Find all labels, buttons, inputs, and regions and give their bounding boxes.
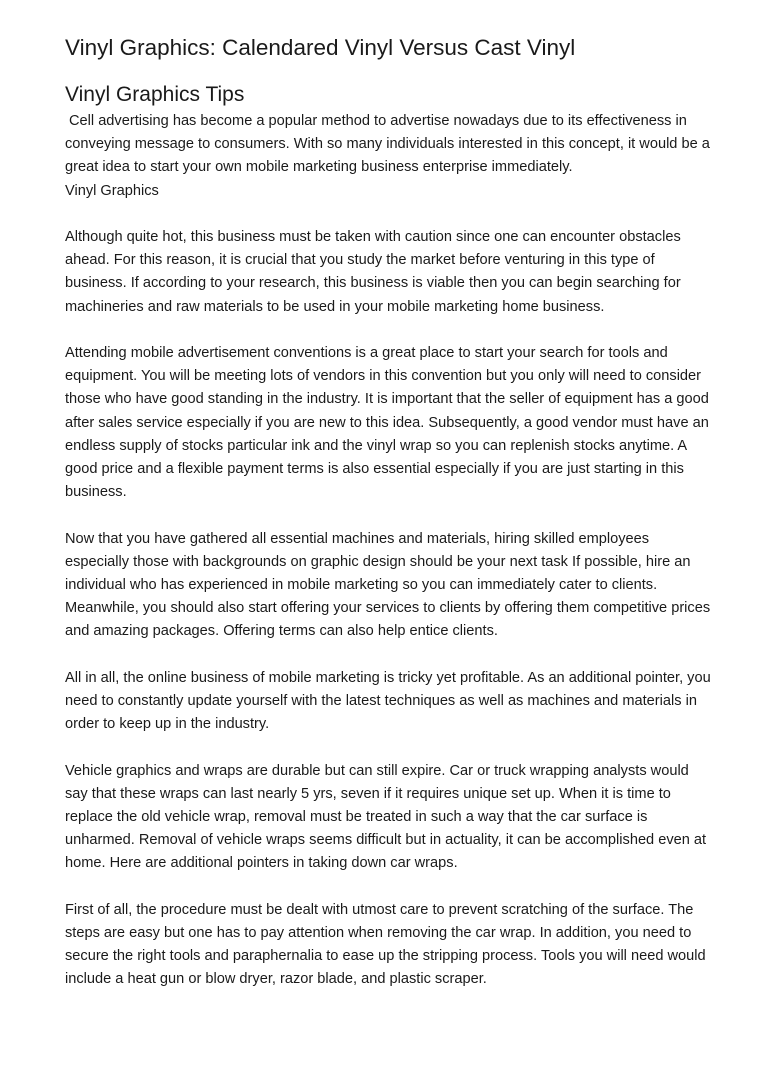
document-body	[65, 110, 715, 992]
paragraph-removal-steps: First of all, the procedure must be dealt with utmost care to prevent scratching of the surface. The steps are easy but one has to pay attention when removing the car wrap. In addition, you need to secure the right tools and paraphernalia to ease up the stripping process. Tools you will need would include a heat gun or blow dryer, razor blade, and plastic scraper.	[65, 901, 706, 988]
paragraph-caution: Although quite hot, this business must be taken with caution since one can encounter obstacles ahead. For this reason, it is crucial that you study the market before venturing in this type of business. If according to your research, this business is viable then you can begin searching for machineries and raw materials to be used in your mobile marketing home business.	[65, 229, 681, 315]
paragraph-keyword: Vinyl Graphics	[65, 182, 159, 199]
document-title: Vinyl Graphics: Calendared Vinyl Versus Cast Vinyl	[65, 35, 576, 60]
paragraph-intro: Cell advertising has become a popular method to advertise nowadays due to its effectiveness in conveying message to consumers. With so many individuals interested in this concept, it would be a great idea to start your own mobile marketing business enterprise immediately.	[65, 113, 710, 176]
paragraph-conventions: Attending mobile advertisement conventions is a great place to start your search for tools and equipment. You will be meeting lots of vendors in this convention but you only will need to consider those who have good standing in the industry. It is important that the seller of equipment has a good after sales service especially if you are new to this idea. Subsequently, a good vendor must have an endless supply of stocks particular ink and the vinyl wrap so you can replenish stocks anytime. A good price and a flexible payment terms is also essential especially if you are just starting in this business.	[65, 345, 709, 501]
paragraph-summary: All in all, the online business of mobile marketing is tricky yet profitable. As an additional pointer, you need to constantly update yourself with the latest techniques as well as machines and materials in order to keep up in the industry.	[65, 669, 711, 733]
section-heading: Vinyl Graphics Tips	[65, 83, 245, 106]
paragraph-hiring: Now that you have gathered all essential machines and materials, hiring skilled employees especially those with backgrounds on graphic design should be your next task If possible, hire an individual who has experienced in mobile marketing so you can immediately cater to clients. Meanwhile, you should also start offering your services to clients by offering them competitive prices and amazing packages. Offering terms can also help entice clients.	[65, 530, 711, 640]
paragraph-vehicle-wraps: Vehicle graphics and wraps are durable but can still expire. Car or truck wrapping analysts would say that these wraps can last nearly 5 yrs, seven if it requires unique set up. When it is time to replace the old vehicle wrap, removal must be treated in such a way that the car surface is unharmed. Removal of vehicle wraps seems difficult but in actuality, it can be accomplished even at home. Here are additional pointers in taking down car wraps.	[65, 762, 707, 872]
